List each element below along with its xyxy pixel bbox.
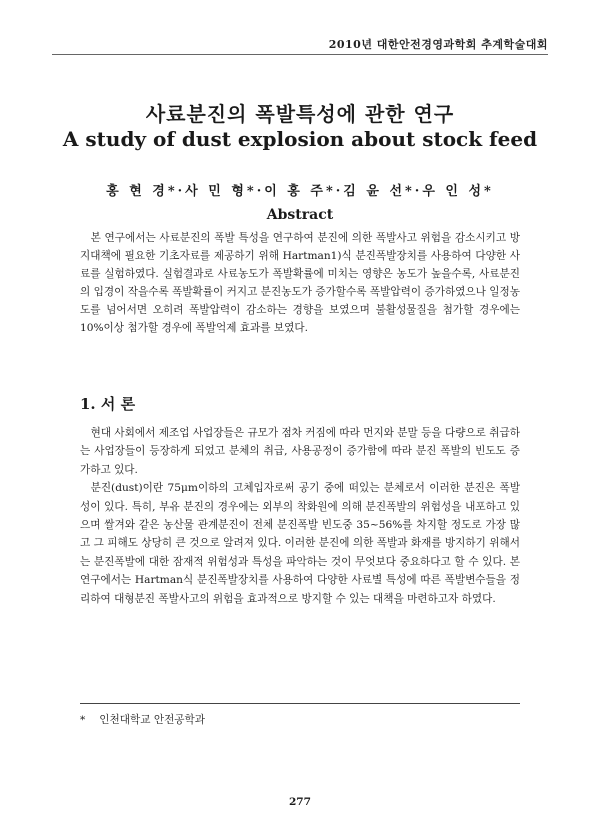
abstract-heading: Abstract [266, 207, 334, 223]
affiliation-footnote [80, 712, 205, 727]
abstract-body: 본 연구에서는 사료분진의 폭발 특성을 연구하여 분진에 의한 폭발사고 위험을 감소시키고 방지대책에 필요한 기초자료를 제공하기 위해 Hartman1)식 분진폭발장치를 사용하여 다양한 사료를 실험하였다. 실험결과로 사료농도가 폭발확률에 미치는 영향은 농도가 높을수록, 사료분진의 입경이 작을수록 폭발확률이 커지고 분진농도가 증가할수록 폭발압력이 증가하였으나 일정농도를 넘어서면 오히려 폭발압력이 감소하는 경향을 보였으며 불활성물질을 첨가할 경우에는 10%이상 첨가할 경우에 폭발억제 효과를 보였다. [80, 232, 520, 334]
title-korean: 사료분진의 폭발특성에 관한 연구 [145, 102, 455, 126]
intro-paragraph: 현대 사회에서 제조업 사업장들은 규모가 점차 커짐에 따라 먼지와 분말 등을 다량으로 취급하는 사업장들이 등장하게 되었고 분체의 취급, 사용공정이 증가함에 따라 분진 폭발의 빈도도 증가하고 있다. [80, 427, 520, 476]
running-header: 2010년 대한안전경영과학회 추계학술대회 [328, 38, 548, 51]
section-heading-introduction: 1. 서 론 [80, 395, 136, 413]
footnote-text: 인천대학교 안전공학과 [99, 714, 205, 726]
introduction-body [80, 424, 520, 608]
title-english: A study of dust explosion about stock feed [62, 127, 538, 151]
footnote-divider [80, 703, 520, 704]
intro-paragraph: 분진(dust)이란 75μm이하의 고체입자로써 공기 중에 떠있는 분체로서 이러한 분진은 폭발성이 있다. 특히, 부유 분진의 경우에는 외부의 착화원에 의해 분진폭발의 위험성을 내포하고 있으며 쌀겨와 같은 농산물 관계분진이 전체 분진폭발 빈도중 35~56%를 차지할 정도로 가장 많고 그 피해도 상당히 큰 것으로 알려져 있다. 이러한 분진에 의한 폭발과 화재를 방지하기 위해서는 분진폭발에 대한 잠재적 위험성과 특성을 파악하는 것이 무엇보다 중요하다고 할 수 있다. 본 연구에서는 Hartman식 분진폭발장치를 사용하여 다양한 사료별 특성에 따른 폭발변수들을 정리하여 대형분진 폭발사고의 위험을 효과적으로 방지할 수 있는 대책을 마련하고자 하였다. [80, 482, 520, 605]
header-divider [52, 54, 548, 55]
page-number: 277 [288, 796, 312, 808]
footnote-mark: * [80, 714, 86, 726]
author-list: 홍 현 경*·사 민 형*·이 홍 주*·김 윤 선*·우 인 성* [106, 184, 494, 199]
